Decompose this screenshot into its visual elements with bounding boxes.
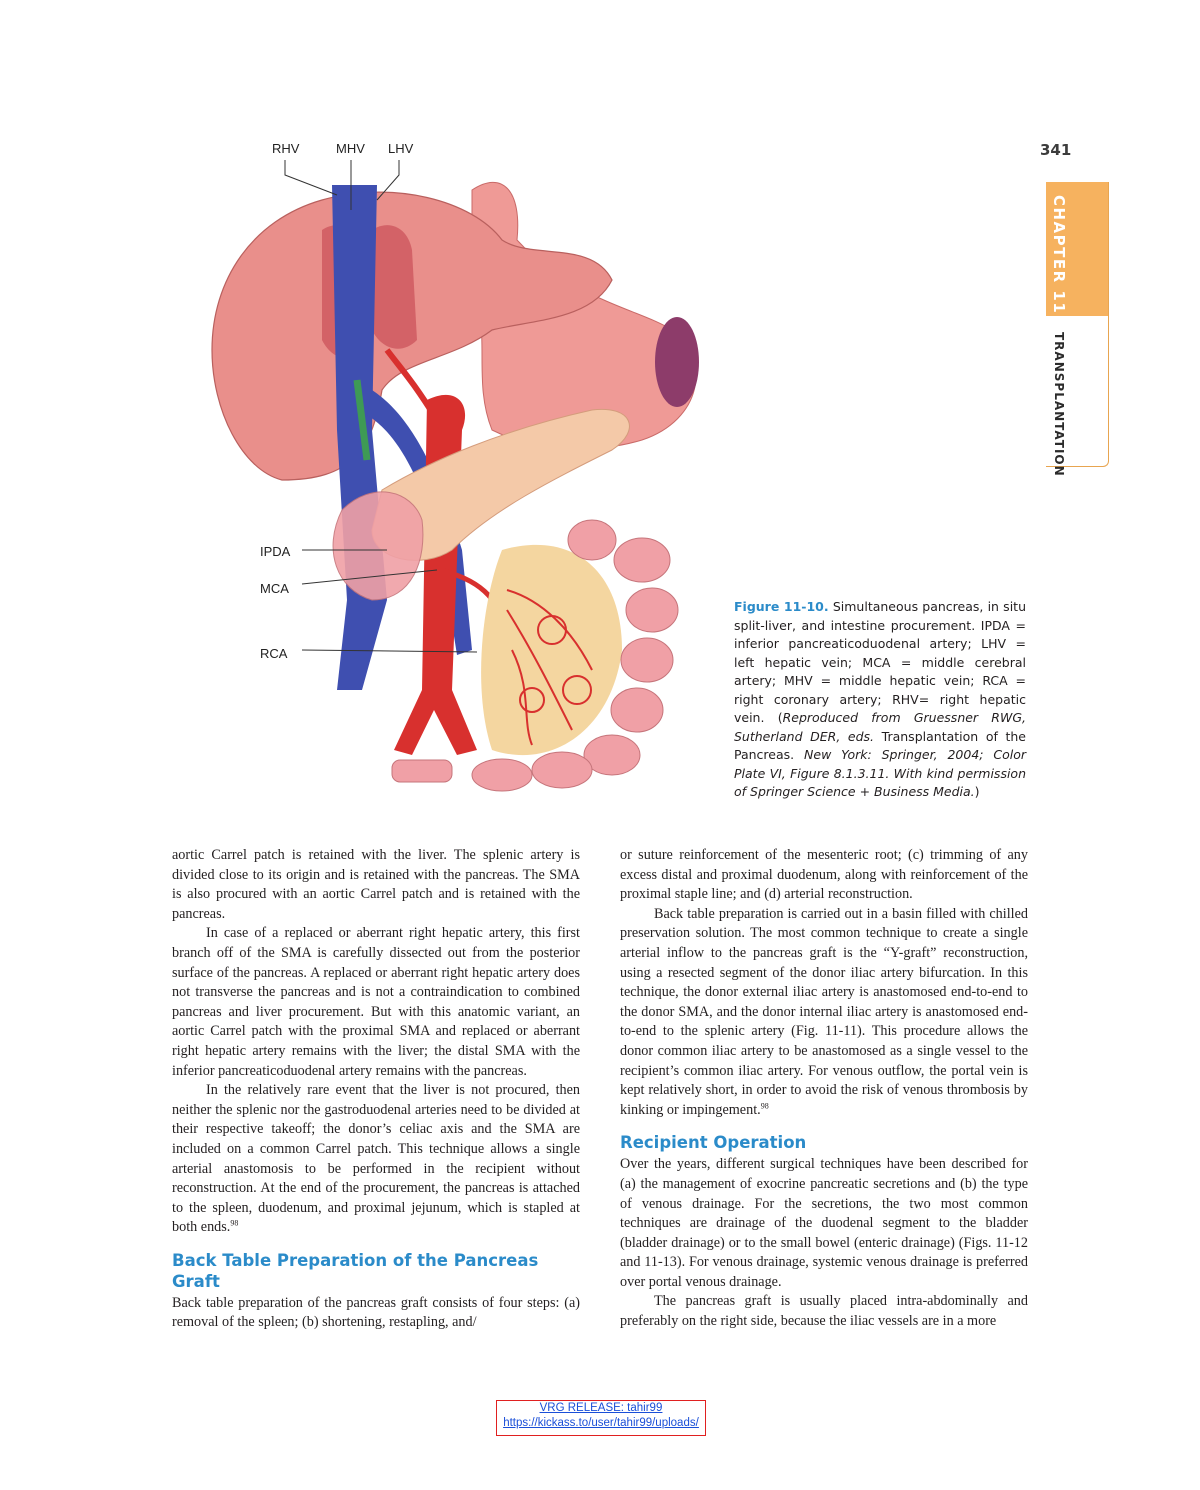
duodenum-shape (333, 492, 423, 600)
figure-credit: Reproduced from Gruessner RWG, Sutherland DER, eds. (734, 710, 1027, 744)
figure-caption-text: Simultaneous pancreas, in situ split-liver, and intestine procurement. IPDA = inferior pancreaticoduodenal artery; LHV = left hepatic vein; MCA = middle cerebral artery; MHV = middle hepatic vein; RCA = right coronary artery; RHV= right hepatic vein. ( (734, 599, 1026, 725)
paragraph (620, 905, 1028, 1121)
release-title-link[interactable]: VRG RELEASE: tahir99 (539, 1402, 663, 1414)
anatomy-figure (172, 130, 732, 810)
figure-credit-close: ) (974, 784, 980, 799)
paragraph: The pancreas graft is usually placed intra-abdominally and preferably on the right side, because the iliac vessels are in a more (620, 1293, 1028, 1330)
split-liver-section-2 (372, 225, 417, 349)
figure-caption-label: Figure 11-10. (734, 599, 829, 614)
reference-superscript: 98 (760, 1100, 769, 1110)
figure-credit-book: Transplantation of the Pancreas. (734, 728, 1026, 762)
section-heading: Back Table Preparation of the Pancreas Graft (172, 1250, 539, 1291)
left-text-column (172, 846, 580, 1333)
release-link-box[interactable] (496, 1400, 706, 1436)
paragraph (172, 1081, 580, 1238)
label-mca: MCA (260, 581, 289, 596)
figure-caption (734, 598, 1026, 802)
paragraph: aortic Carrel patch is retained with the liver. The splenic artery is divided close to its origin and is retained with the pancreas. The SMA is also procured with an aortic Carrel patch and is retained with the pancreas. (172, 847, 580, 922)
label-ipda: IPDA (260, 544, 291, 559)
intestine-stump (392, 760, 452, 782)
reference-superscript: 98 (230, 1218, 239, 1228)
label-rhv: RHV (272, 141, 300, 156)
label-lhv: LHV (388, 141, 414, 156)
paragraph: Back table preparation of the pancreas graft consists of four steps: (a) removal of the spleen; (b) shortening, restapling, and/ (172, 1294, 580, 1331)
figure-credit-publisher: New York: Springer, 2004; Color Plate VI, Figure 8.1.3.11. With kind permission of Springer Science + Business Media. (734, 747, 1027, 799)
chapter-number-label: CHAPTER 11 (1050, 195, 1068, 315)
chapter-topic-label: TRANSPLANTATION (1052, 331, 1066, 477)
paragraph: In case of a replaced or aberrant right hepatic artery, this first branch off of the SMA is carefully dissected out from the posterior surface of the pancreas. A replaced or aberrant right hepatic artery does not transverse the pancreas and is not a contraindication to combined pancreas and liver procurement. But with this anatomic variant, an aortic Carrel patch with the proximal SMA and replaced or aberrant right hepatic artery remains with the liver; the distal SMA with the inferior pancreaticoduodenal artery remains with the pancreas. (172, 925, 580, 1079)
page-number: 341 (1040, 141, 1072, 159)
paragraph-text: In the relatively rare event that the liver is not procured, then neither the splenic nor the gastroduodenal arteries need to be divided at their respective takeoff; the donor’s celiac axis and the SMA are included on a common Carrel patch. This technique allows a single arterial anastomosis to be performed in the recipient without reconstruction. At the end of the procurement, the pancreas is attached to the spleen, duodenum, and proximal jejunum, which is stapled at both ends. (172, 1082, 580, 1236)
right-text-column (620, 846, 1028, 1332)
paragraph-text: Back table preparation is carried out in a basin filled with chilled preservation solution. The most common technique to create a single arterial inflow to the pancreas graft is the “Y-graft” reconstruction, using a resected segment of the donor iliac artery bifurcation. In this technique, the donor external iliac artery is anastomosed end-to-end to the donor SMA, and the donor internal iliac artery is anastomosed end-to-end to the splenic artery (Fig. 11-11). This procedure allows the donor common iliac artery to be anastomosed as a single vessel to the recipient’s common iliac artery. For venous outflow, the portal vein is kept relatively short, in order to avoid the risk of venous thrombosis by kinking or impingement. (620, 905, 1028, 1118)
chapter-side-label (1050, 195, 1069, 477)
anatomy-illustration (172, 130, 732, 810)
paragraph: or suture reinforcement of the mesenteric root; (c) trimming of any excess distal and proximal duodenum, along with reinforcement of the proximal staple line; and (d) arterial reconstruction. (620, 847, 1028, 903)
section-heading: Recipient Operation (620, 1133, 807, 1153)
spleen-shape (655, 317, 699, 407)
release-url-link[interactable]: https://kickass.to/user/tahir99/uploads/ (503, 1417, 699, 1429)
mesentery (481, 545, 622, 755)
paragraph: Over the years, different surgical techniques have been described for (a) the management of exocrine pancreatic secretions and (b) the type of venous drainage. For the secretions, the two most common techniques are drainage of the duodenal segment to the bladder (bladder drainage) or to the small bowel (enteric drainage) (Figs. 11-12 and 11-13). For venous drainage, systemic venous drainage is preferred over portal venous drainage. (620, 1156, 1028, 1290)
label-rca: RCA (260, 646, 288, 661)
label-mhv: MHV (336, 141, 365, 156)
